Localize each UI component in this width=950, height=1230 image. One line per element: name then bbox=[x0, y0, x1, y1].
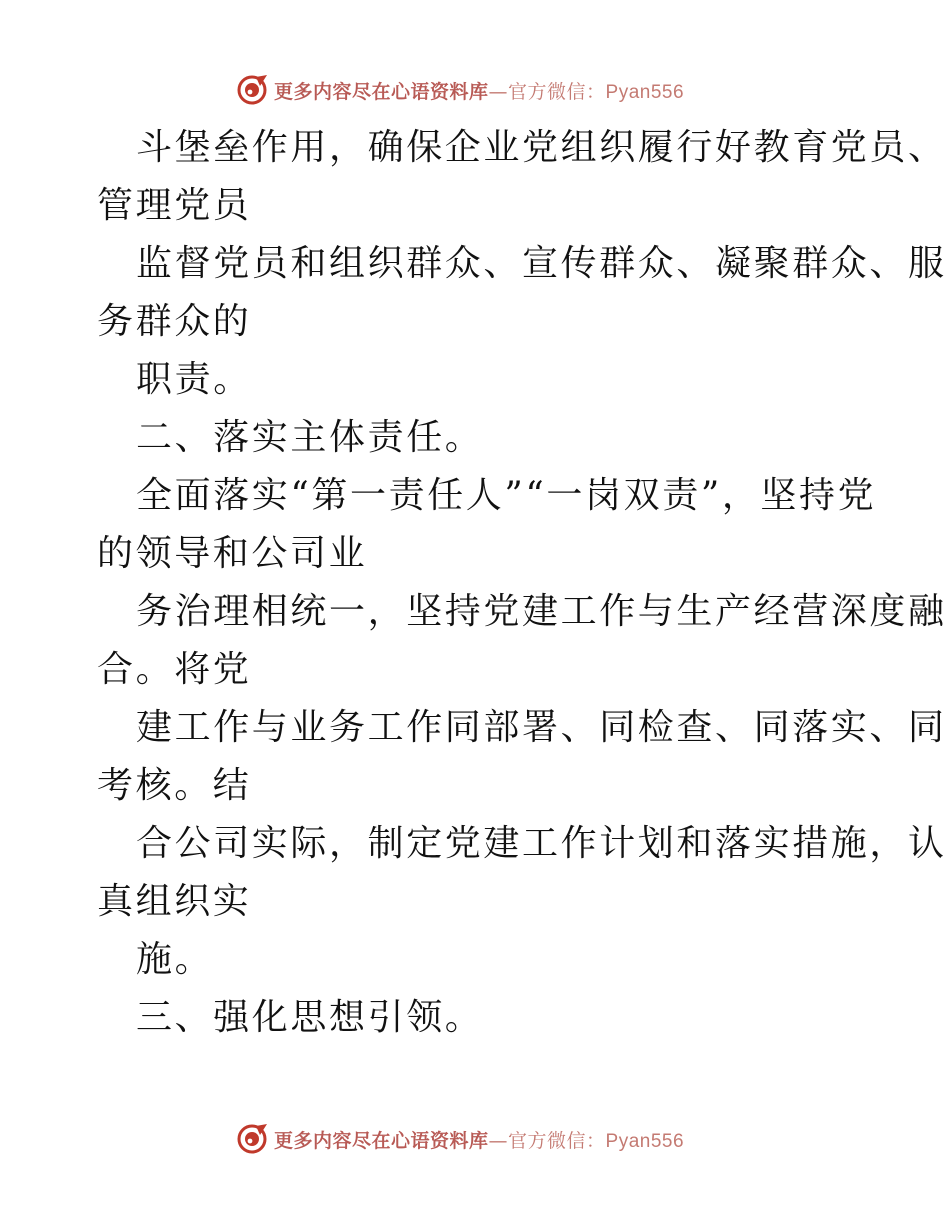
text-line: 务治理相统一，坚持党建工作与生产经营深度融 bbox=[136, 591, 947, 632]
footer-wechat-id: Pyan556 bbox=[605, 1130, 685, 1152]
footer-watermark-dash: — bbox=[488, 1129, 509, 1152]
footer-watermark bbox=[236, 1121, 756, 1157]
text-line: 施。 bbox=[136, 939, 214, 980]
pen-logo-icon bbox=[236, 1122, 270, 1156]
text-line: 合公司实际，制定党建工作计划和落实措施，认 bbox=[136, 823, 947, 864]
header-watermark-dash: — bbox=[488, 80, 509, 103]
text-line: 考核。结 bbox=[97, 765, 252, 806]
text-line: 职责。 bbox=[136, 359, 252, 400]
text-line: 建工作与业务工作同部署、同检查、同落实、同 bbox=[136, 707, 947, 748]
footer-wechat-label: 官方微信： bbox=[508, 1129, 606, 1152]
header-watermark bbox=[236, 72, 756, 108]
text-line: 合。将党 bbox=[97, 649, 252, 690]
text-line: 的领导和公司业 bbox=[97, 533, 368, 574]
header-wechat-label: 官方微信： bbox=[508, 80, 606, 103]
text-line: 真组织实 bbox=[97, 881, 252, 922]
pen-logo-icon bbox=[236, 73, 270, 107]
header-wechat-id: Pyan556 bbox=[605, 81, 685, 103]
header-watermark-main: 更多内容尽在心语资料库 bbox=[274, 80, 489, 103]
text-line: 监督党员和组织群众、宣传群众、凝聚群众、服 bbox=[136, 243, 947, 284]
text-line: 斗堡垒作用，确保企业党组织履行好教育党员、 bbox=[136, 127, 947, 168]
section-heading: 三、强化思想引领。 bbox=[136, 997, 484, 1038]
section-heading: 二、落实主体责任。 bbox=[136, 417, 484, 458]
text-line: 务群众的 bbox=[97, 301, 252, 342]
footer-watermark-main: 更多内容尽在心语资料库 bbox=[274, 1129, 489, 1152]
text-line: 管理党员 bbox=[97, 185, 252, 226]
text-line: 全面落实“第一责任人”“一岗双责”，坚持党 bbox=[136, 475, 877, 516]
